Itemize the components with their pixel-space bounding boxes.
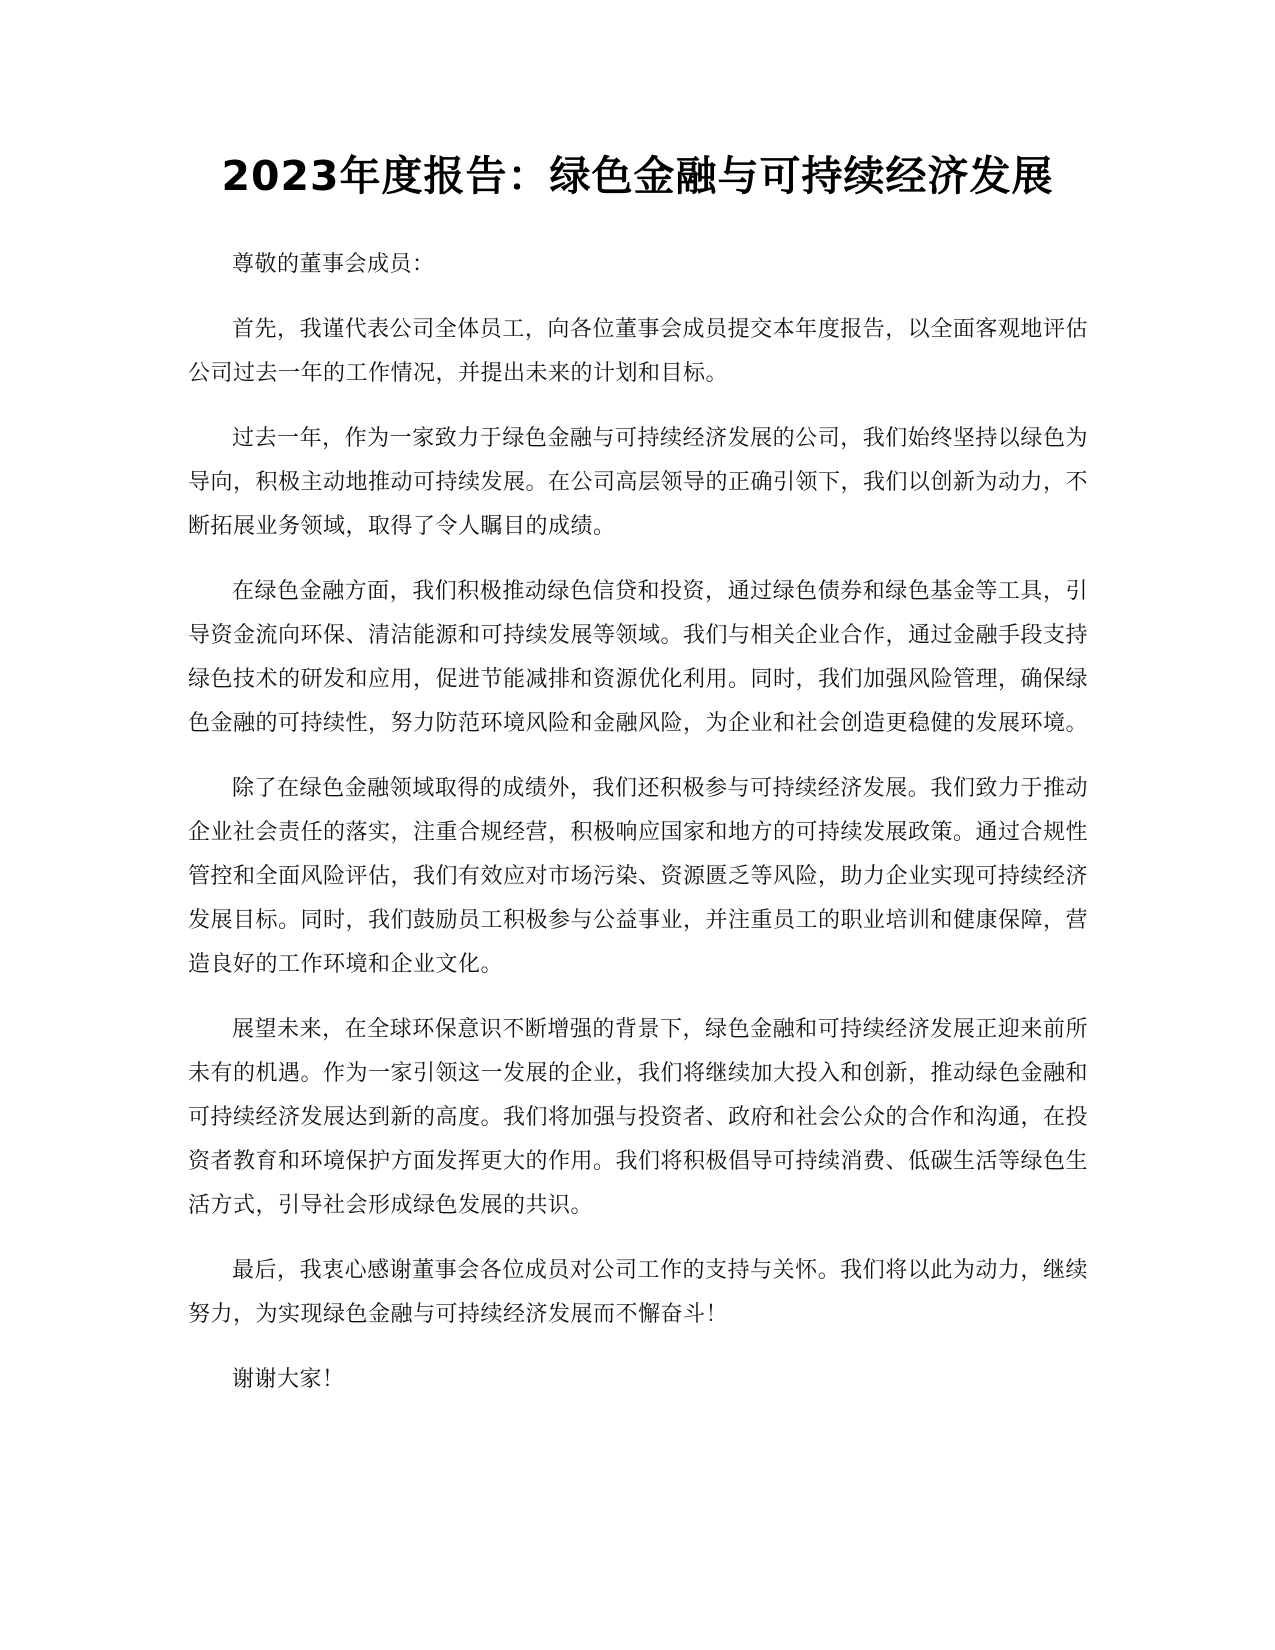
paragraph-sustainable-economy: 除了在绿色金融领域取得的成绩外，我们还积极参与可持续经济发展。我们致力于推动企业社会责任的落实，注重合规经营，积极响应国家和地方的可持续发展政策。通过合规性管控和全面风险评估，我们有效应对市场污染、资源匮乏等风险，助力企业实现可持续经济发展目标。同时，我们鼓励员工积极参与公益事业，并注重员工的职业培训和健康保障，营造良好的工作环境和企业文化。	[188, 776, 1089, 977]
document-body	[188, 243, 1088, 1423]
paragraph-green-finance: 在绿色金融方面，我们积极推动绿色信贷和投资，通过绿色债券和绿色基金等工具，引导资金流向环保、清洁能源和可持续发展等领域。我们与相关企业合作，通过金融手段支持绿色技术的研发和应用，促进节能减排和资源优化利用。同时，我们加强风险管理，确保绿色金融的可持续性，努力防范环境风险和金融风险，为企业和社会创造更稳健的发展环境。	[188, 579, 1089, 736]
paragraph-closing: 最后，我衷心感谢董事会各位成员对公司工作的支持与关怀。我们将以此为动力，继续努力，为实现绿色金融与可持续经济发展而不懈奋斗！	[188, 1258, 1088, 1327]
paragraph-past-year: 过去一年，作为一家致力于绿色金融与可持续经济发展的公司，我们始终坚持以绿色为导向，积极主动地推动可持续发展。在公司高层领导的正确引领下，我们以创新为动力，不断拓展业务领域，取得了令人瞩目的成绩。	[188, 426, 1089, 539]
document-title: 2023年度报告：绿色金融与可持续经济发展	[221, 152, 1054, 200]
paragraph-outlook: 展望未来，在全球环保意识不断增强的背景下，绿色金融和可持续经济发展正迎来前所未有的机遇。作为一家引领这一发展的企业，我们将继续加大投入和创新，推动绿色金融和可持续经济发展达到新的高度。我们将加强与投资者、政府和社会公众的合作和沟通，在投资者教育和环境保护方面发挥更大的作用。我们将积极倡导可持续消费、低碳生活等绿色生活方式，引导社会形成绿色发展的共识。	[188, 1017, 1089, 1218]
salutation: 尊敬的董事会成员：	[232, 252, 435, 277]
thanks-line: 谢谢大家！	[232, 1367, 345, 1392]
paragraph-introduction: 首先，我谨代表公司全体员工，向各位董事会成员提交本年度报告，以全面客观地评估公司过去一年的工作情况，并提出未来的计划和目标。	[188, 317, 1088, 386]
